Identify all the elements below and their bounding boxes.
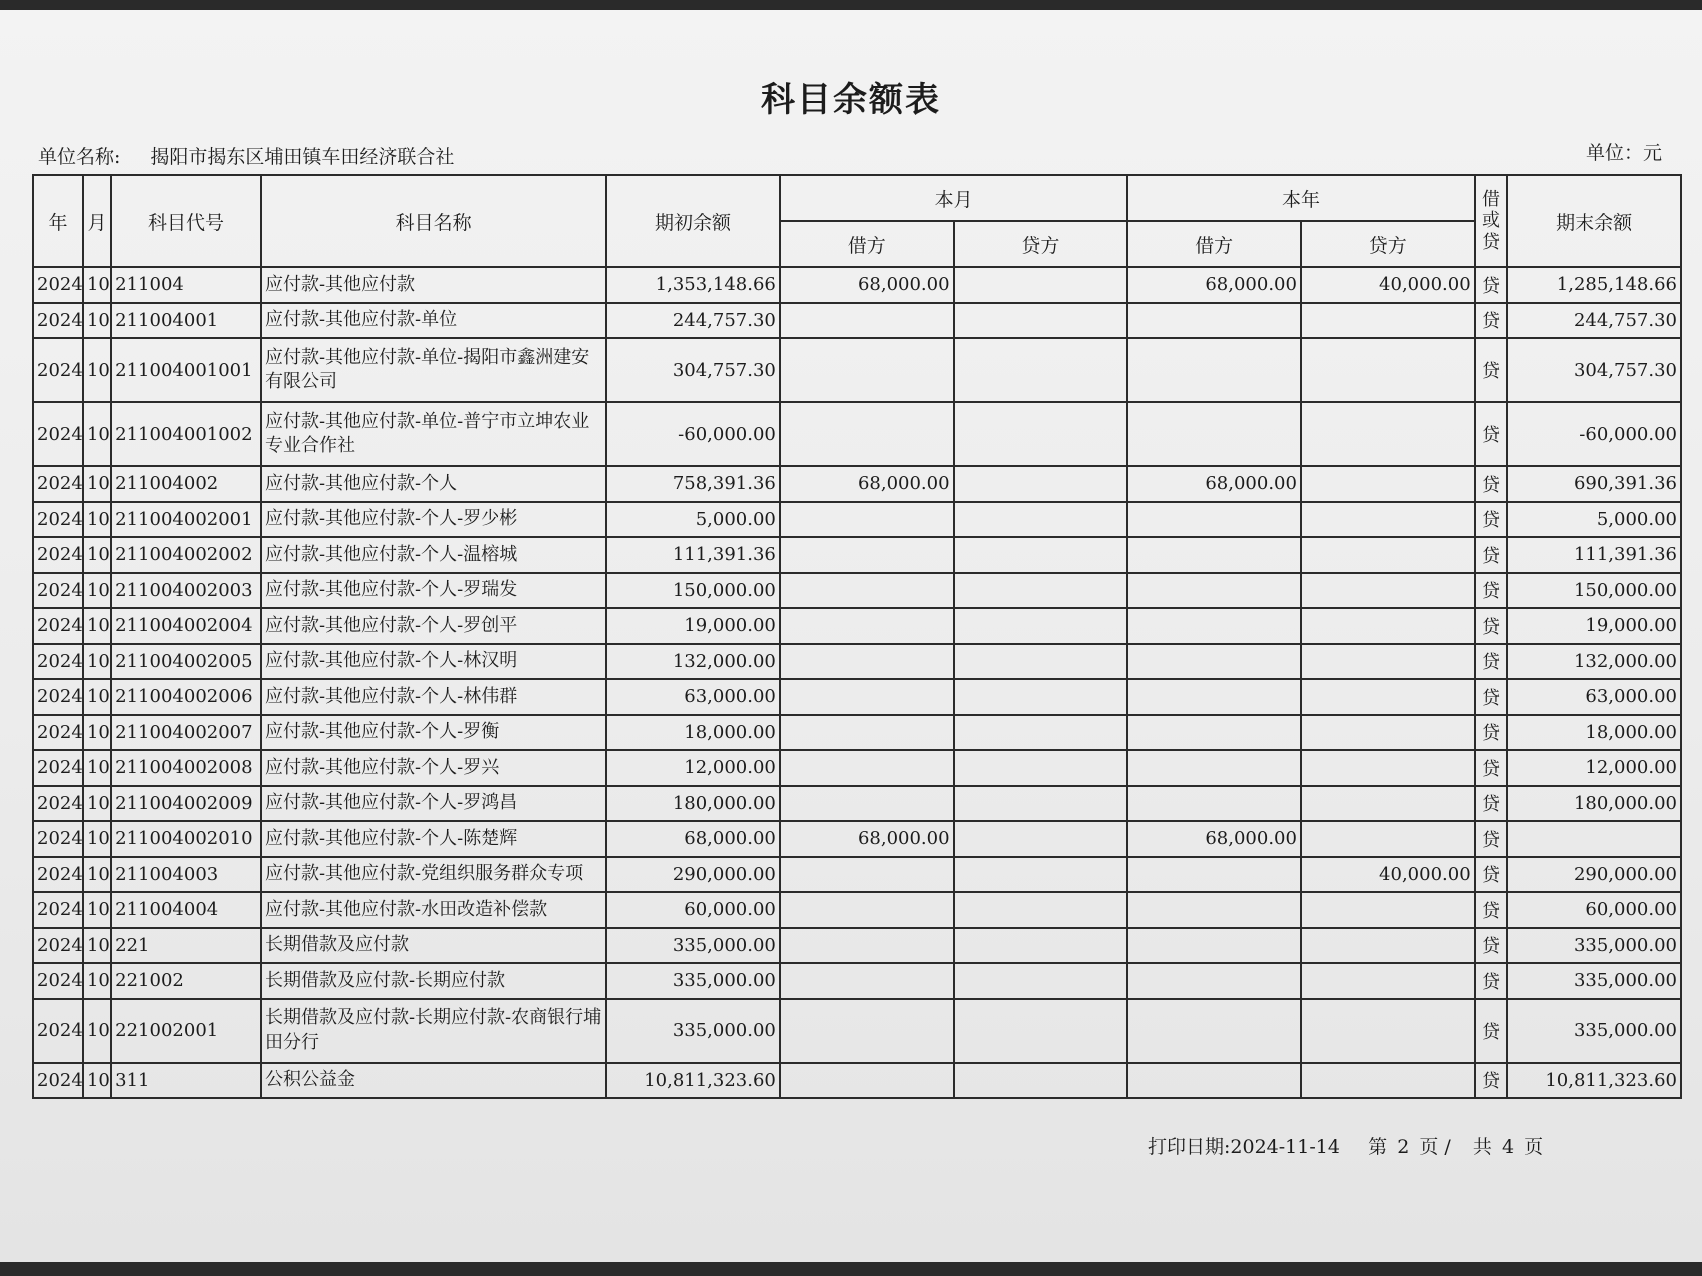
cell-month: 10 [83,608,111,644]
table-row [33,679,1681,715]
cell-dir: 贷 [1475,402,1508,466]
cell-month-credit [954,402,1128,466]
table-row [33,857,1681,893]
cell-month-credit [954,267,1128,303]
page-prefix: 第 [1368,1136,1388,1158]
cell-year-debit [1127,928,1301,964]
cell-month-credit [954,338,1128,402]
cell-dir: 贷 [1475,715,1508,751]
cell-month-debit [780,537,954,573]
table-row [33,963,1681,999]
cell-month: 10 [83,857,111,893]
unit-name-line [38,142,454,169]
cell-dir: 贷 [1475,267,1508,303]
page-title: 科目余额表 [761,80,941,120]
cell-year-debit [1127,857,1301,893]
header-month-credit: 贷方 [954,221,1128,267]
cell-closing: 690,391.36 [1507,466,1681,502]
cell-month: 10 [83,466,111,502]
cell-year-credit [1301,999,1475,1063]
cell-opening: 1,353,148.66 [606,267,780,303]
balance-table [32,174,1682,1099]
table-row [33,892,1681,928]
header-opening: 期初余额 [606,175,780,267]
cell-month-credit [954,999,1128,1063]
cell-year: 2024 [33,338,83,402]
cell-name: 应付款-其他应付款-单位-普宁市立坤农业专业合作社 [261,402,606,466]
cell-closing: 10,811,323.60 [1507,1063,1681,1099]
cell-month-debit [780,573,954,609]
cell-month: 10 [83,679,111,715]
cell-code: 311 [111,1063,261,1099]
cell-opening: 12,000.00 [606,750,780,786]
cell-month: 10 [83,892,111,928]
cell-year-credit [1301,338,1475,402]
cell-month-credit [954,644,1128,680]
cell-opening: 18,000.00 [606,715,780,751]
cell-month-credit [954,537,1128,573]
table-row [33,573,1681,609]
cell-code: 211004002008 [111,750,261,786]
total-prefix: 共 [1472,1136,1492,1158]
currency-unit: 单位：元 [1585,142,1662,164]
cell-year: 2024 [33,821,83,857]
table-row [33,537,1681,573]
cell-closing: 5,000.00 [1507,502,1681,538]
cell-name: 应付款-其他应付款-单位-揭阳市鑫洲建安有限公司 [261,338,606,402]
table-body [33,267,1681,1098]
cell-dir: 贷 [1475,928,1508,964]
cell-name: 长期借款及应付款-长期应付款-农商银行埔田分行 [261,999,606,1063]
cell-year-credit [1301,750,1475,786]
cell-month-credit [954,821,1128,857]
cell-year-credit [1301,679,1475,715]
cell-month-debit [780,1063,954,1099]
header-year: 年 [33,175,83,267]
cell-dir: 贷 [1475,644,1508,680]
cell-year-debit [1127,644,1301,680]
cell-month: 10 [83,999,111,1063]
unit-name-label: 单位名称: [38,146,121,168]
cell-month: 10 [83,402,111,466]
cell-year-debit [1127,402,1301,466]
cell-year-credit [1301,573,1475,609]
total-pages: 4 [1501,1136,1515,1158]
cell-month: 10 [83,928,111,964]
cell-year-credit [1301,715,1475,751]
cell-dir: 贷 [1475,573,1508,609]
cell-closing: 180,000.00 [1507,786,1681,822]
cell-year: 2024 [33,1063,83,1099]
cell-code: 211004002002 [111,537,261,573]
cell-month: 10 [83,1063,111,1099]
cell-name: 应付款-其他应付款-个人-温榕城 [261,537,606,573]
table-row [33,466,1681,502]
cell-opening: 758,391.36 [606,466,780,502]
cell-name: 长期借款及应付款 [261,928,606,964]
cell-dir: 贷 [1475,857,1508,893]
cell-opening: 180,000.00 [606,786,780,822]
cell-dir: 贷 [1475,786,1508,822]
cell-month: 10 [83,821,111,857]
cell-year-debit [1127,892,1301,928]
cell-code: 211004002005 [111,644,261,680]
cell-month-credit [954,679,1128,715]
unit-name-value: 揭阳市揭东区埔田镇车田经济联合社 [150,146,455,168]
cell-dir: 贷 [1475,750,1508,786]
cell-name: 应付款-其他应付款-个人-罗衡 [261,715,606,751]
cell-code: 221002001 [111,999,261,1063]
header-closing: 期末余额 [1507,175,1681,267]
cell-month-credit [954,502,1128,538]
cell-year-credit: 40,000.00 [1301,857,1475,893]
cell-opening: 111,391.36 [606,537,780,573]
cell-name: 长期借款及应付款-长期应付款 [261,963,606,999]
cell-name: 应付款-其他应付款-个人 [261,466,606,502]
cell-code: 211004002009 [111,786,261,822]
cell-month-credit [954,750,1128,786]
cell-year: 2024 [33,573,83,609]
cell-year-debit: 68,000.00 [1127,267,1301,303]
cell-month-debit [780,715,954,751]
cell-month-debit: 68,000.00 [780,267,954,303]
cell-name: 应付款-其他应付款-个人-罗创平 [261,608,606,644]
total-suffix: 页 [1524,1136,1544,1158]
table-row [33,999,1681,1063]
page-suffix: 页 / [1419,1136,1451,1158]
cell-closing: 60,000.00 [1507,892,1681,928]
cell-month-debit [780,303,954,339]
cell-year-debit [1127,679,1301,715]
document-sheet [0,10,1702,1262]
table-row [33,608,1681,644]
cell-code: 211004002010 [111,821,261,857]
table-row [33,715,1681,751]
cell-closing: 1,285,148.66 [1507,267,1681,303]
print-date: 打印日期:2024-11-14 [1148,1136,1340,1158]
cell-year: 2024 [33,303,83,339]
cell-dir: 贷 [1475,1063,1508,1099]
cell-month-debit [780,892,954,928]
cell-year: 2024 [33,267,83,303]
cell-opening: 290,000.00 [606,857,780,893]
cell-opening: -60,000.00 [606,402,780,466]
cell-month-debit [780,608,954,644]
cell-year-debit [1127,338,1301,402]
cell-dir: 贷 [1475,963,1508,999]
page-number: 2 [1397,1136,1410,1158]
cell-month-debit [780,857,954,893]
table-row [33,750,1681,786]
header-month: 月 [83,175,111,267]
cell-year-credit [1301,502,1475,538]
cell-year-debit [1127,573,1301,609]
cell-name: 应付款-其他应付款-个人-林伟群 [261,679,606,715]
header-this-year: 本年 [1127,175,1474,221]
table-row [33,267,1681,303]
cell-code: 211004002007 [111,715,261,751]
cell-name: 公积公益金 [261,1063,606,1099]
cell-year-debit [1127,715,1301,751]
cell-year: 2024 [33,963,83,999]
cell-dir: 贷 [1475,608,1508,644]
cell-year-credit [1301,644,1475,680]
cell-month-debit [780,502,954,538]
cell-year: 2024 [33,537,83,573]
cell-month-debit [780,750,954,786]
cell-code: 211004003 [111,857,261,893]
cell-dir: 贷 [1475,679,1508,715]
cell-month-debit: 68,000.00 [780,821,954,857]
cell-year: 2024 [33,999,83,1063]
cell-year-credit [1301,537,1475,573]
cell-code: 211004002004 [111,608,261,644]
cell-year-credit [1301,466,1475,502]
cell-year-debit [1127,537,1301,573]
cell-year-credit [1301,928,1475,964]
cell-month: 10 [83,573,111,609]
cell-month: 10 [83,267,111,303]
cell-year-credit [1301,608,1475,644]
cell-closing: 19,000.00 [1507,608,1681,644]
cell-month: 10 [83,303,111,339]
cell-month-credit [954,928,1128,964]
cell-year: 2024 [33,786,83,822]
cell-opening: 304,757.30 [606,338,780,402]
cell-dir: 贷 [1475,821,1508,857]
cell-opening: 132,000.00 [606,644,780,680]
cell-opening: 60,000.00 [606,892,780,928]
cell-dir: 贷 [1475,303,1508,339]
cell-year: 2024 [33,857,83,893]
cell-month-credit [954,303,1128,339]
cell-opening: 63,000.00 [606,679,780,715]
cell-month-credit [954,786,1128,822]
header-year-credit: 贷方 [1301,221,1475,267]
header-direction: 借或贷 [1475,175,1508,267]
cell-opening: 335,000.00 [606,963,780,999]
cell-month-credit [954,608,1128,644]
cell-month-debit [780,644,954,680]
cell-month: 10 [83,715,111,751]
cell-year: 2024 [33,892,83,928]
cell-code: 211004004 [111,892,261,928]
table-row [33,928,1681,964]
cell-month-debit [780,963,954,999]
cell-year: 2024 [33,502,83,538]
cell-closing: 335,000.00 [1507,999,1681,1063]
cell-opening: 68,000.00 [606,821,780,857]
cell-closing: 335,000.00 [1507,963,1681,999]
cell-year-credit [1301,892,1475,928]
cell-code: 211004001 [111,303,261,339]
cell-month-credit [954,963,1128,999]
header-year-debit: 借方 [1127,221,1301,267]
cell-month-debit [780,999,954,1063]
cell-name: 应付款-其他应付款-党组织服务群众专项 [261,857,606,893]
cell-closing: 132,000.00 [1507,644,1681,680]
cell-code: 211004002003 [111,573,261,609]
footer [1148,1132,1547,1159]
cell-closing: 111,391.36 [1507,537,1681,573]
cell-closing: 304,757.30 [1507,338,1681,402]
cell-opening: 244,757.30 [606,303,780,339]
cell-closing: 290,000.00 [1507,857,1681,893]
cell-year-credit [1301,1063,1475,1099]
cell-name: 应付款-其他应付款-个人-陈楚辉 [261,821,606,857]
cell-year: 2024 [33,679,83,715]
table-row [33,786,1681,822]
cell-closing: -60,000.00 [1507,402,1681,466]
cell-opening: 335,000.00 [606,928,780,964]
cell-month-debit [780,338,954,402]
cell-year-debit [1127,963,1301,999]
cell-year: 2024 [33,402,83,466]
cell-month-credit [954,573,1128,609]
cell-month: 10 [83,537,111,573]
cell-closing: 18,000.00 [1507,715,1681,751]
table-row [33,338,1681,402]
cell-year-debit [1127,999,1301,1063]
cell-month-credit [954,1063,1128,1099]
cell-year: 2024 [33,750,83,786]
cell-dir: 贷 [1475,892,1508,928]
cell-month-credit [954,857,1128,893]
table-row [33,303,1681,339]
cell-month: 10 [83,786,111,822]
cell-name: 应付款-其他应付款-单位 [261,303,606,339]
cell-dir: 贷 [1475,537,1508,573]
cell-closing: 244,757.30 [1507,303,1681,339]
header-name: 科目名称 [261,175,606,267]
cell-code: 211004001001 [111,338,261,402]
cell-dir: 贷 [1475,466,1508,502]
cell-year-debit: 68,000.00 [1127,466,1301,502]
cell-year: 2024 [33,928,83,964]
cell-year-debit [1127,502,1301,538]
cell-year: 2024 [33,715,83,751]
cell-dir: 贷 [1475,502,1508,538]
cell-code: 211004 [111,267,261,303]
cell-opening: 10,811,323.60 [606,1063,780,1099]
cell-month-debit [780,679,954,715]
cell-name: 应付款-其他应付款-个人-罗鸿昌 [261,786,606,822]
cell-year: 2024 [33,644,83,680]
cell-opening: 5,000.00 [606,502,780,538]
cell-year-credit [1301,963,1475,999]
cell-year-credit [1301,303,1475,339]
cell-year-debit [1127,1063,1301,1099]
header-code: 科目代号 [111,175,261,267]
cell-opening: 19,000.00 [606,608,780,644]
header-this-month: 本月 [780,175,1127,221]
cell-closing [1507,821,1681,857]
cell-name: 应付款-其他应付款-个人-林汉明 [261,644,606,680]
cell-code: 221 [111,928,261,964]
cell-month: 10 [83,644,111,680]
cell-year: 2024 [33,466,83,502]
cell-closing: 150,000.00 [1507,573,1681,609]
table-row [33,644,1681,680]
cell-name: 应付款-其他应付款-个人-罗兴 [261,750,606,786]
cell-closing: 63,000.00 [1507,679,1681,715]
cell-year-credit [1301,786,1475,822]
cell-opening: 150,000.00 [606,573,780,609]
cell-name: 应付款-其他应付款 [261,267,606,303]
cell-month: 10 [83,750,111,786]
cell-code: 221002 [111,963,261,999]
table-row [33,1063,1681,1099]
cell-year: 2024 [33,608,83,644]
cell-name: 应付款-其他应付款-个人-罗少彬 [261,502,606,538]
cell-month-debit [780,402,954,466]
cell-opening: 335,000.00 [606,999,780,1063]
table-row [33,502,1681,538]
cell-code: 211004002 [111,466,261,502]
cell-code: 211004002001 [111,502,261,538]
table-row [33,821,1681,857]
cell-code: 211004001002 [111,402,261,466]
cell-month-credit [954,466,1128,502]
cell-month-debit: 68,000.00 [780,466,954,502]
cell-year-debit [1127,750,1301,786]
cell-year-debit [1127,608,1301,644]
cell-code: 211004002006 [111,679,261,715]
cell-name: 应付款-其他应付款-个人-罗瑞发 [261,573,606,609]
cell-year-debit: 68,000.00 [1127,821,1301,857]
cell-month-credit [954,715,1128,751]
cell-month: 10 [83,963,111,999]
cell-closing: 335,000.00 [1507,928,1681,964]
cell-year-debit [1127,786,1301,822]
table-row [33,402,1681,466]
cell-year-credit: 40,000.00 [1301,267,1475,303]
cell-dir: 贷 [1475,338,1508,402]
cell-month: 10 [83,338,111,402]
cell-year-credit [1301,402,1475,466]
cell-closing: 12,000.00 [1507,750,1681,786]
cell-dir: 贷 [1475,999,1508,1063]
header-month-debit: 借方 [780,221,954,267]
cell-month: 10 [83,502,111,538]
cell-name: 应付款-其他应付款-水田改造补偿款 [261,892,606,928]
cell-year-debit [1127,303,1301,339]
cell-year-credit [1301,821,1475,857]
cell-month-debit [780,786,954,822]
cell-month-credit [954,892,1128,928]
cell-month-debit [780,928,954,964]
